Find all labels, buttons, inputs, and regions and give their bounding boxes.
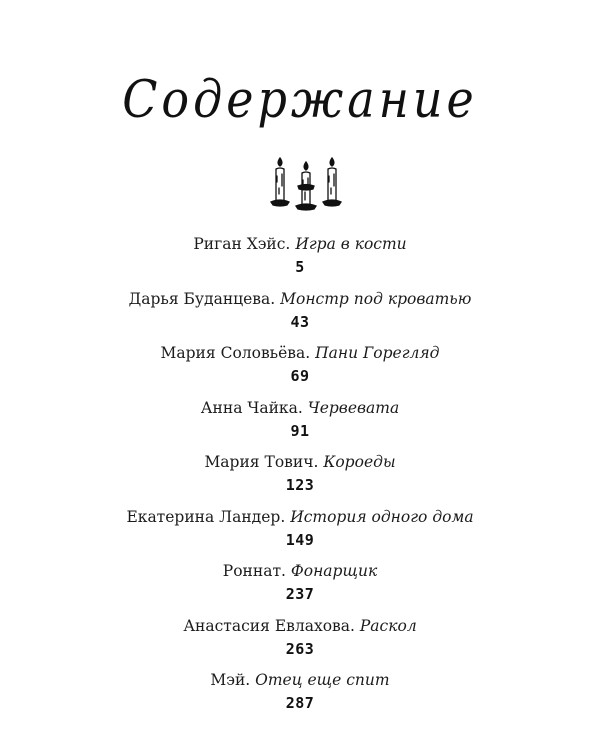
entry-title xyxy=(0,396,600,420)
entry-page-number: 91 xyxy=(290,421,310,440)
title-area xyxy=(0,68,600,130)
contents-entry xyxy=(0,668,600,723)
entry-work: Монстр под кроватью xyxy=(280,289,472,308)
contents-entry xyxy=(0,505,600,560)
entry-page-number: 263 xyxy=(285,639,315,658)
entry-work: Раскол xyxy=(359,616,417,635)
entry-author: Роннат. xyxy=(222,562,286,580)
entry-author: Анна Чайка. xyxy=(200,398,303,417)
contents-entry xyxy=(0,450,600,505)
entry-title xyxy=(0,450,600,474)
entry-author: Дарья Буданцева. xyxy=(128,289,276,308)
entry-author: Мария Тович. xyxy=(204,453,319,471)
entry-work: Короеды xyxy=(323,453,396,471)
entry-title xyxy=(0,614,600,638)
contents-entry xyxy=(0,341,600,396)
entry-author: Екатерина Ландер. xyxy=(126,507,286,526)
page-title: Содержание xyxy=(122,68,478,130)
contents-entry xyxy=(0,614,600,669)
entry-page-number: 149 xyxy=(285,530,315,549)
contents-entry xyxy=(0,396,600,451)
entry-author: Риган Хэйс. xyxy=(193,235,291,253)
entry-author: Мария Соловьёва. xyxy=(160,344,311,362)
entry-author: Анастасия Евлахова. xyxy=(183,616,355,635)
entry-work: Фонарщик xyxy=(290,562,378,580)
entry-title xyxy=(0,668,600,692)
entry-page-number: 287 xyxy=(285,694,315,712)
entry-title xyxy=(0,341,600,365)
entry-work: Червевата xyxy=(307,398,400,417)
entry-work: История одного дома xyxy=(290,507,474,526)
contents-entry xyxy=(0,287,600,342)
entry-page-number: 5 xyxy=(295,258,305,276)
contents-entry xyxy=(0,232,600,287)
contents-entry xyxy=(0,559,600,614)
entry-page-number: 69 xyxy=(290,367,310,385)
entry-title xyxy=(0,559,600,583)
entry-page-number: 43 xyxy=(290,312,310,331)
entry-title xyxy=(0,505,600,529)
entry-work: Игра в кости xyxy=(295,235,407,253)
entry-page-number: 123 xyxy=(285,476,315,494)
entry-title xyxy=(0,232,600,256)
contents-list xyxy=(0,232,600,723)
entry-work: Отец еще спит xyxy=(255,671,390,689)
entry-work: Пани Горегляд xyxy=(315,344,440,362)
entry-author: Мэй. xyxy=(210,671,251,689)
entry-page-number: 237 xyxy=(285,585,315,603)
entry-title xyxy=(0,287,600,311)
candles-icon xyxy=(268,156,344,212)
